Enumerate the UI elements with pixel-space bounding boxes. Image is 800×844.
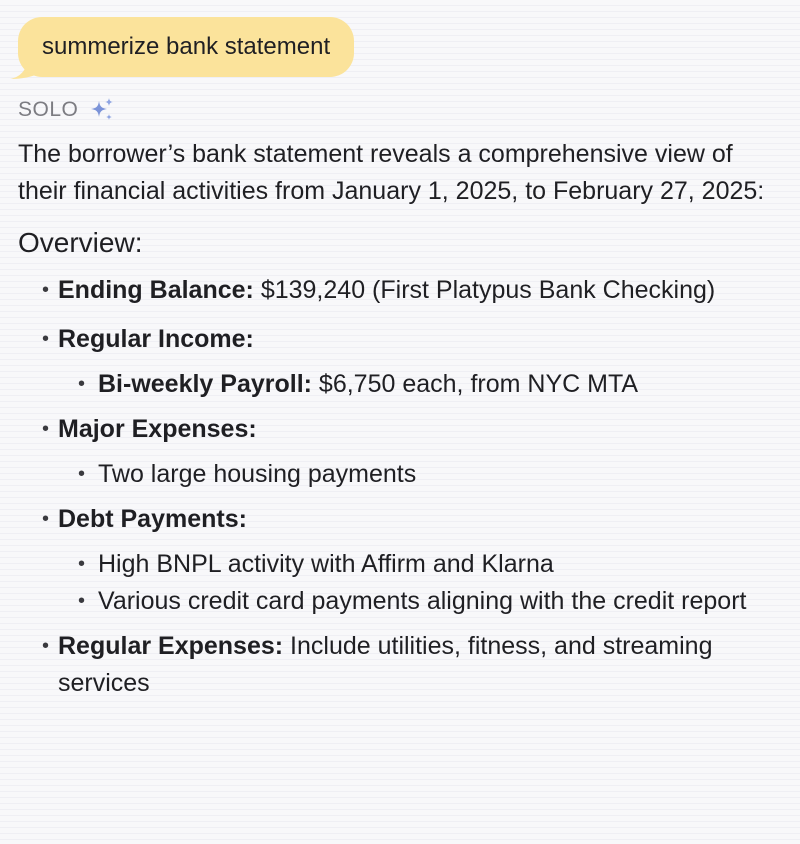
bullet: • <box>42 418 50 440</box>
assistant-name: SOLO <box>18 98 79 121</box>
bullet: • <box>78 553 86 575</box>
sparkle-icon <box>88 96 116 124</box>
sub-item-payroll <box>58 366 788 403</box>
sub-item-label: Bi-weekly Payroll: <box>98 370 312 398</box>
sub-list <box>58 366 788 403</box>
item-label: Major Expenses: <box>58 415 257 443</box>
user-message-bubble <box>18 17 354 77</box>
item-text: $139,240 (First Platypus Bank Checking) <box>253 276 716 304</box>
overview-heading: Overview: <box>18 227 143 258</box>
bullet: • <box>42 508 50 530</box>
item-label: Debt Payments: <box>58 505 247 533</box>
sub-item-text: Two large housing payments <box>98 460 417 488</box>
item-label: Ending Balance: <box>58 276 254 304</box>
sub-item-credit-card <box>58 583 788 620</box>
sub-item-text: Various credit card payments aligning with the credit report <box>98 587 747 615</box>
sub-item-bnpl <box>58 546 788 583</box>
sub-item-housing <box>58 456 788 493</box>
response-intro: The borrower’s bank statement reveals a comprehensive view of their financial activities from January 1, 2025, to February 27, 2025: <box>18 140 765 205</box>
bullet: • <box>42 328 50 350</box>
item-label: Regular Income: <box>58 325 254 353</box>
item-text: Include utilities, fitness, and streaming services <box>58 632 713 697</box>
bullet: • <box>42 635 50 657</box>
sub-list <box>58 456 788 493</box>
sub-item-text: High BNPL activity with Affirm and Klarna <box>98 550 554 578</box>
bullet: • <box>78 590 86 612</box>
list-item-regular-expenses <box>18 628 788 702</box>
user-message-text: summerize bank statement <box>42 33 331 60</box>
sub-list <box>58 546 788 620</box>
list-item-regular-income <box>18 321 788 403</box>
bullet: • <box>78 463 86 485</box>
list-item-major-expenses <box>18 411 788 493</box>
assistant-header <box>18 96 116 124</box>
user-message <box>10 17 346 77</box>
sub-item-text: $6,750 each, from NYC MTA <box>311 370 639 398</box>
list-item-ending-balance <box>18 272 788 309</box>
bullet: • <box>78 373 86 395</box>
bullet: • <box>42 279 50 301</box>
assistant-response <box>18 136 788 702</box>
list-item-debt-payments <box>18 501 788 620</box>
item-label: Regular Expenses: <box>58 632 284 660</box>
summary-list <box>18 272 788 702</box>
